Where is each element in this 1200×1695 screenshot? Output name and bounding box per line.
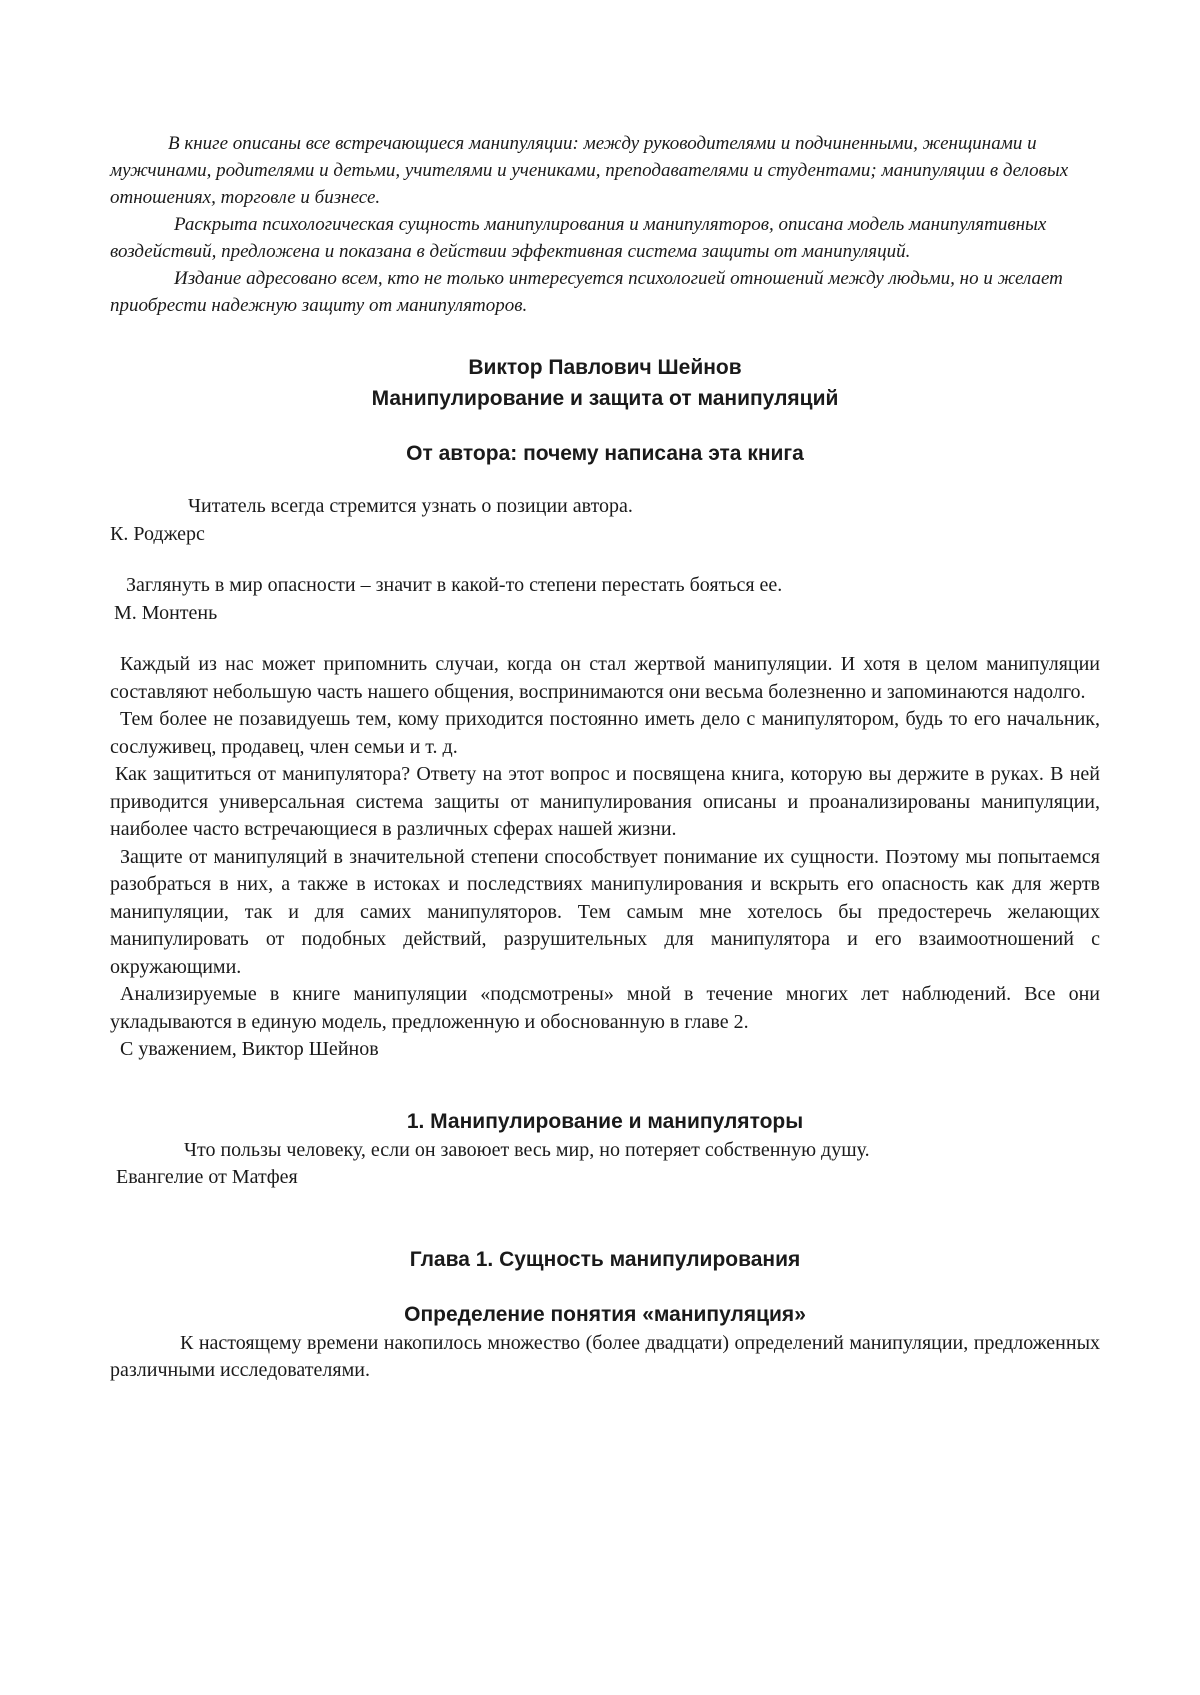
epigraph-author: Евангелие от Матфея (110, 1164, 1100, 1192)
epigraph-text: Что пользы человеку, если он завоюет весь мир, но потеряет собственную душу. (110, 1137, 1100, 1165)
annotation-paragraph: В книге описаны все встречающиеся манипуляции: между руководителями и подчиненными, женщинами и мужчинами, родителями и детьми, учителями и учениками, преподавателями и студентами; манипуляции в деловых отношениях, торговле и бизнесе. (110, 130, 1100, 211)
book-title: Манипулирование и защита от манипуляций (110, 383, 1100, 414)
chapter1-heading: Глава 1. Сущность манипулирования (110, 1244, 1100, 1275)
foreword-paragraph: Как защититься от манипулятора? Ответу на этот вопрос и посвящена книга, которую вы держите в руках. В ней приводится универсальная система защиты от манипулирования описаны и проанализированы манипуляции, наиболее часто встречающиеся в различных сферах нашей жизни. (110, 761, 1100, 844)
epigraph-text: Заглянуть в мир опасности – значит в какой-то степени перестать бояться ее. (110, 572, 1100, 600)
foreword-paragraph: Тем более не позавидуешь тем, кому приходится постоянно иметь дело с манипулятором, будь то его начальник, сослуживец, продавец, член семьи и т. д. (110, 706, 1100, 761)
chapter1-section-heading: Определение понятия «манипуляция» (110, 1299, 1100, 1330)
foreword-signature: С уважением, Виктор Шейнов (110, 1036, 1100, 1064)
document-page (110, 130, 1100, 1385)
foreword-paragraph: Защите от манипуляций в значительной степени способствует понимание их сущности. Поэтому мы попытаемся разобраться в них, а также в истоках и последствиях манипулирования и вскрыть его опасность как для жертв манипуляции, так и для самих манипуляторов. Тем самым мне хотелось бы предостеречь желающих манипулировать от подобных действий, разрушительных для манипулятора и его взаимоотношений с окружающими. (110, 844, 1100, 982)
annotation-paragraph: Раскрыта психологическая сущность манипулирования и манипуляторов, описана модель манипулятивных воздействий, предложена и показана в действии эффективная система защиты от манипуляций. (110, 211, 1100, 265)
foreword-heading: От автора: почему написана эта книга (110, 438, 1100, 469)
epigraph-author: К. Роджерс (110, 521, 1100, 549)
foreword-epigraph-1 (110, 493, 1100, 548)
part1-heading: 1. Манипулирование и манипуляторы (110, 1106, 1100, 1137)
epigraph-text: Читатель всегда стремится узнать о позиции автора. (110, 493, 1100, 521)
chapter1-paragraph: К настоящему времени накопилось множество (более двадцати) определений манипуляции, предложенных различными исследователями. (110, 1330, 1100, 1385)
book-author: Виктор Павлович Шейнов (110, 352, 1100, 383)
annotation-block (110, 130, 1100, 319)
part1-epigraph (110, 1137, 1100, 1192)
annotation-paragraph: Издание адресовано всем, кто не только интересуется психологией отношений между людьми, но и желает приобрести надежную защиту от манипуляторов. (110, 265, 1100, 319)
epigraph-author: М. Монтень (110, 600, 1100, 628)
foreword-body (110, 651, 1100, 1064)
book-title-block (110, 352, 1100, 414)
foreword-paragraph: Анализируемые в книге манипуляции «подсмотрены» мной в течение многих лет наблюдений. Все они укладываются в единую модель, предложенную и обоснованную в главе 2. (110, 981, 1100, 1036)
foreword-epigraph-2 (110, 572, 1100, 627)
foreword-paragraph: Каждый из нас может припомнить случаи, когда он стал жертвой манипуляции. И хотя в целом манипуляции составляют небольшую часть нашего общения, воспринимаются они весьма болезненно и запоминаются надолго. (110, 651, 1100, 706)
